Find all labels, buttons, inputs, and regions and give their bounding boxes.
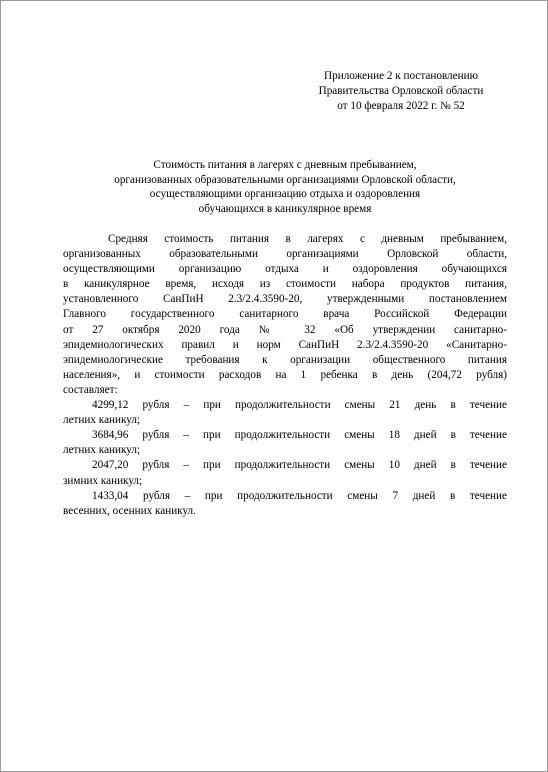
paragraph-line: Средняя стоимость питания в лагерях с дневным пребыванием, [108,233,507,245]
title-line: организованных образовательными организациями Орловской области, [114,173,456,186]
paragraph-line: населения», и стоимости расходов на 1 ребенка в день (204,72 рубля) [63,368,507,381]
appendix-line: от 10 февраля 2022 г. № 52 [337,100,465,112]
title-line: осуществляющими организацию отдыха и оздоровления [149,188,421,200]
document-body [63,232,507,519]
paragraph-line: осуществляющими организацию отдыха и оздоровления обучающихся [63,263,507,276]
paragraph-line: организованных образовательными организациями Орловской области, [63,248,507,261]
appendix-line: Приложение 2 к постановлению [324,70,478,82]
cost-item-line: летних каникул; [63,444,141,457]
cost-item-line: 2047,20 рубля – при продолжительности смены 10 дней в течение [92,459,507,472]
cost-item-line: зимних каникул; [63,474,143,487]
document-title [63,158,507,216]
title-line: обучающихся в каникулярное время [198,202,372,215]
paragraph-line: от 27 октября 2020 года № 32 «Об утверждении санитарно- [63,323,507,336]
paragraph-line: эпидемиологических правил и норм СанПиН 2.3/2.4.3590-20 «Санитарно- [63,338,507,351]
title-line: Стоимость питания в лагерях с дневным пребыванием, [153,159,417,171]
paragraph-line: в каникулярное время, исходя из стоимости набора продуктов питания, [63,278,507,291]
paragraph-line: Главного государственного санитарного врача Российской Федерации [63,308,507,321]
paragraph-line: составляет: [63,383,118,396]
cost-item-line: 4299,12 рубля – при продолжительности смены 21 день в течение [92,399,507,412]
cost-item-line: весенних, осенних каникул. [63,504,196,517]
paragraph-line: установленного СанПиН 2.3/2.4.3590-20, утвержденными постановлением [63,293,507,306]
cost-item-line: летних каникул; [63,414,141,427]
appendix-line: Правительства Орловской области [318,85,484,97]
appendix-header [291,69,511,114]
cost-item-line: 3684,96 рубля – при продолжительности смены 18 дней в течение [92,429,507,442]
paragraph-line: эпидемиологические требования к организации общественного питания [63,353,507,366]
cost-item-line: 1433,04 рубля – при продолжительности смены 7 дней в течение [92,489,507,502]
